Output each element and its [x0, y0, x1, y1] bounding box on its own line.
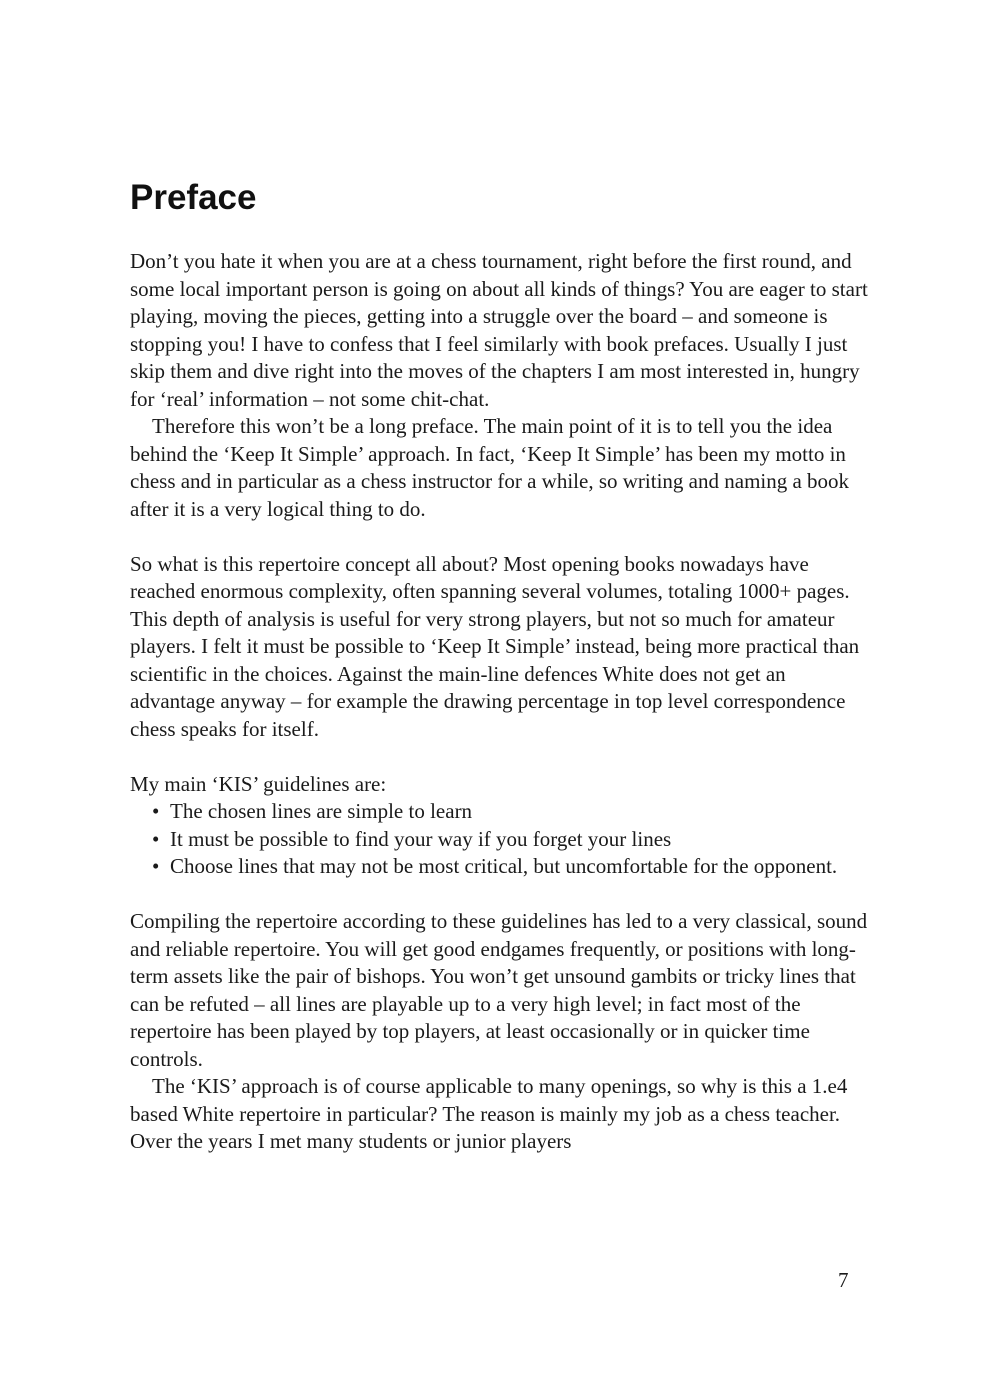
list-item — [152, 853, 870, 881]
guidelines-list — [130, 798, 870, 881]
paragraph-1: Don’t you hate it when you are at a chess tournament, right before the first round, and some local important person is going on about all kinds of things? You are eager to start playing, moving the pieces, getting into a struggle over the board – and someone is stopping you! I have to confess that I feel similarly with book prefaces. Usually I just skip them and dive right into the moves of the chapters I am most interested in, hungry for ‘real’ information – not some chit-chat. — [130, 249, 868, 411]
list-item-text: The chosen lines are simple to learn — [170, 799, 473, 823]
paragraph-6: The ‘KIS’ approach is of course applicable to many openings, so why is this a 1.e4 based White repertoire in particular? The reason is mainly my job as a chess teacher. Over the years I met many students or junior players — [130, 1074, 848, 1153]
paragraph-4: My main ‘KIS’ guidelines are: — [130, 771, 387, 796]
bullet-icon: • — [152, 826, 160, 851]
list-item — [152, 826, 870, 854]
list-item — [152, 798, 870, 826]
paragraph-5: Compiling the repertoire according to these guidelines has led to a very classical, sound and reliable repertoire. You will get good endgames frequently, or positions with long-term assets like the pair of bishops. You won’t get unsound gambits or tricky lines that can be refuted – all lines are playable up to a very high level; in fact most of the repertoire has been played by top players, at least occasionally or in quicker time controls. — [130, 909, 868, 1071]
page-title: Preface — [130, 178, 257, 217]
list-item-text: Choose lines that may not be most critical, but uncomfortable for the opponent. — [170, 854, 838, 878]
bullet-icon: • — [152, 799, 160, 823]
paragraph-2: Therefore this won’t be a long preface. The main point of it is to tell you the idea behind the ‘Keep It Simple’ approach. In fact, ‘Keep It Simple’ has been my motto in chess and in particular as a chess instructor for a while, so writing and naming a book after it is a very logical thing to do. — [130, 414, 850, 521]
list-item-text: It must be possible to find your way if you forget your lines — [170, 826, 672, 851]
preface-body — [130, 248, 870, 1156]
page-number: 7 — [838, 1268, 849, 1292]
bullet-icon: • — [152, 854, 160, 878]
paragraph-3: So what is this repertoire concept all about? Most opening books nowadays have reached enormous complexity, often spanning several volumes, totaling 1000+ pages. This depth of analysis is useful for very strong players, but not so much for amateur players. I felt it must be possible to ‘Keep It Simple’ instead, being more practical than scientific in the choices. Against the main-line defences White does not get an advantage anyway – for example the drawing percentage in top level correspondence chess speaks for itself. — [130, 551, 860, 741]
